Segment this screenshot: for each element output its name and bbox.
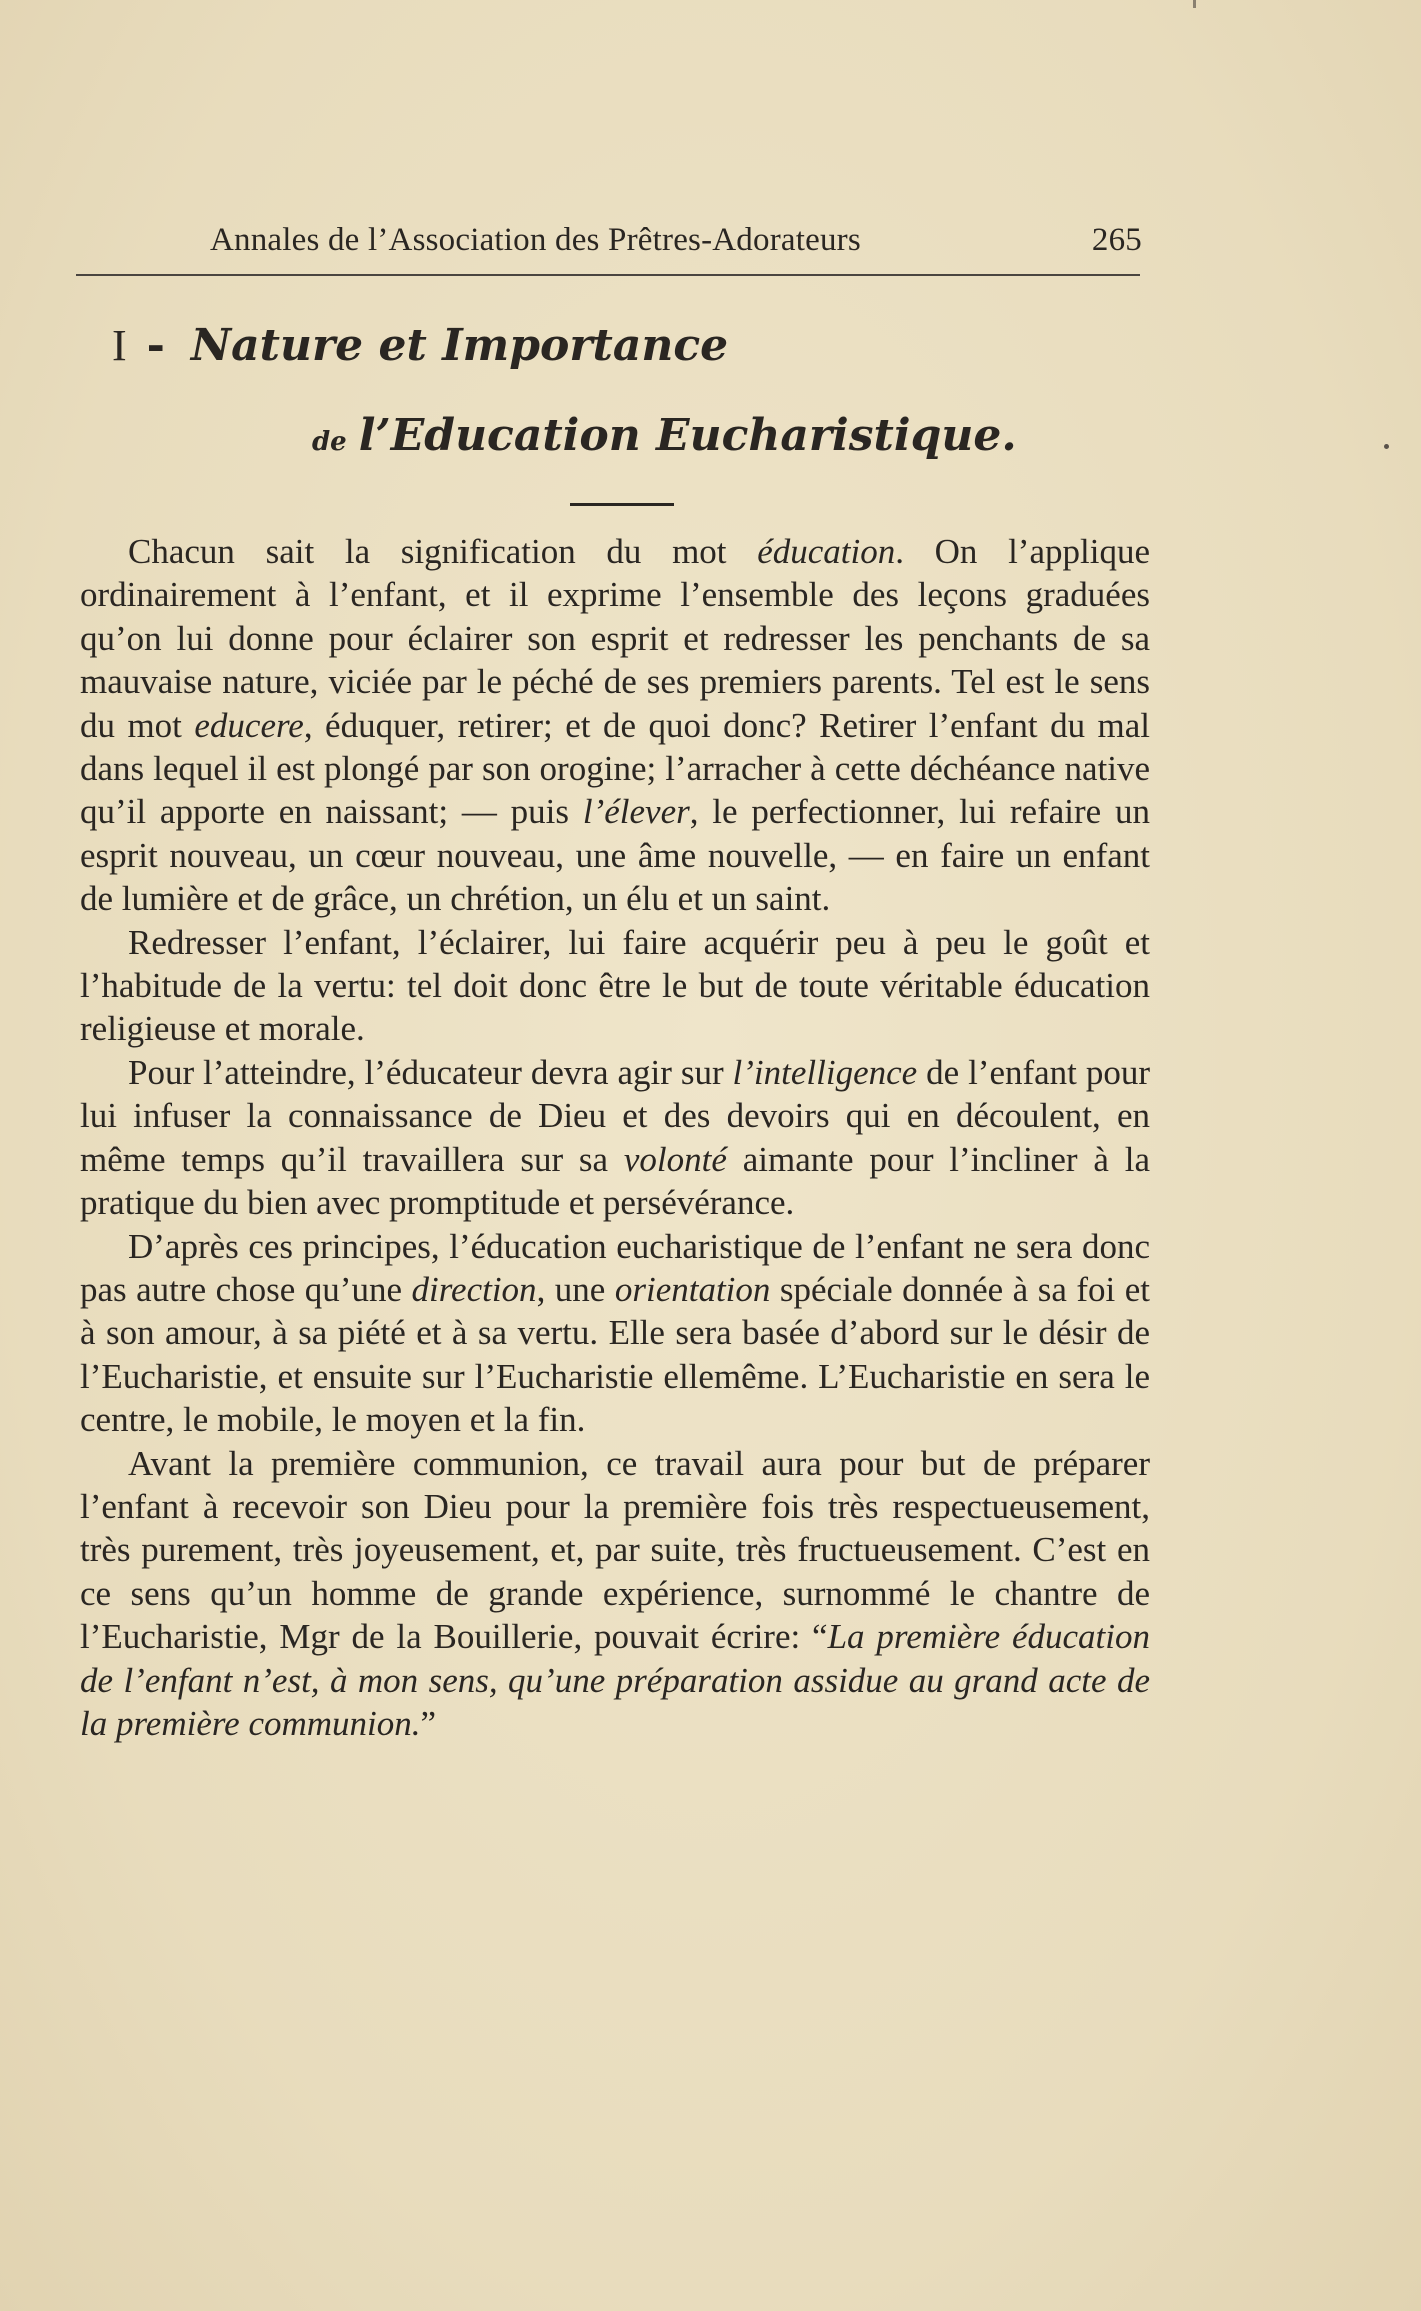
text-run: de l’enfant pour lui infuser la connaissance de Dieu et des devoirs qui en découlent, en même temps qu’il travaillera sur sa [80, 1052, 1150, 1179]
paragraph [80, 921, 1150, 1051]
page-number: 265 [1091, 222, 1142, 258]
italic-run: éducation [757, 532, 896, 571]
running-header [210, 222, 1142, 266]
section-dash: - [146, 320, 165, 371]
body-text [80, 530, 1150, 1745]
title-rule [570, 503, 674, 506]
paragraph [80, 1225, 1150, 1442]
text-run: D’après ces principes, l’éducation eucharistique de l’enfant ne sera donc pas autre chose qu’une [80, 1226, 1150, 1309]
italic-run: l’intelligence [732, 1052, 918, 1092]
text-run: , le perfectionner, lui refaire un esprit nouveau, un cœur nouveau, une âme nouvelle, — en faire un enfant de lumière et de grâce, un chrétion, un élu et un saint. [80, 792, 1150, 919]
section-title [112, 320, 1162, 490]
section-title-text-2: l’Education Eucharistique. [358, 410, 1017, 461]
italic-run: direction [411, 1269, 537, 1309]
text-run: , éduquer, retirer; et de quoi donc? Retirer l’enfant du mal dans lequel il est plongé par son orogine; l’arracher à cette déchéance native qu’il apporte en naissant; — puis [80, 705, 1151, 832]
italic-run: educere [194, 705, 304, 745]
text-run: Avant la première communion, ce travail aura pour but de préparer l’enfant à recevoir son Dieu pour la première fois très respectueusement, très purement, très joyeusement, et, par suite, très fructueusement. C’est en ce sens qu’un homme de grande expérience, surnommé le chantre de l’Eucharistie, Mgr de la Bouillerie, pouvait écrire: “ [80, 1443, 1150, 1657]
italic-run: volonté [623, 1139, 727, 1179]
section-title-line-1 [112, 320, 728, 371]
running-title: Annales de l’Association des Prêtres-Adorateurs [210, 222, 861, 258]
text-run: . On l’applique ordinairement à l’enfant, et il exprime l’ensemble des leçons graduées qu’on lui donne pour éclairer son esprit et redresser les penchants de sa mauvaise nature, viciée par le péché de ses premiers parents. Tel est le sens du mot [80, 532, 1150, 745]
italic-run: La première éducation de l’enfant n’est, à mon sens, qu’une préparation assidue au grand acte de la première communion. [80, 1617, 1150, 1743]
paper-speck [1193, 0, 1196, 8]
paragraph [80, 1051, 1150, 1225]
italic-run: orientation [614, 1269, 771, 1309]
section-title-de: de [312, 427, 347, 457]
italic-run: l’élever [582, 792, 690, 832]
header-rule [76, 274, 1140, 276]
paragraph [80, 530, 1150, 921]
section-numeral: I [112, 321, 127, 370]
section-title-text-1: Nature et Importance [190, 320, 729, 371]
text-run: Pour l’atteindre, l’éducateur devra agir sur [128, 1052, 733, 1092]
text-run: spéciale donnée à sa foi et à son amour, à sa piété et à sa vertu. Elle sera basée d’abord sur le désir de l’Eucharistie, et ensuite sur l’Eucharistie ellemême. L’Eucharistie en sera le centre, le mobile, le moyen et la fin. [80, 1269, 1150, 1440]
text-run: aimante pour l’incliner à la pratique du bien avec promptitude et persévérance. [80, 1139, 1150, 1223]
text-run: , une [536, 1269, 615, 1309]
section-title-line-2 [312, 410, 1017, 461]
text-run: ” [420, 1703, 437, 1743]
text-run: Redresser l’enfant, l’éclairer, lui faire acquérir peu à peu le goût et l’habitude de la vertu: tel doit donc être le but de toute véritable éducation religieuse et morale. [80, 922, 1150, 1049]
paragraph [80, 1442, 1150, 1746]
text-run: Chacun sait la signification du mot [128, 532, 758, 571]
paper-speck [1384, 444, 1389, 449]
